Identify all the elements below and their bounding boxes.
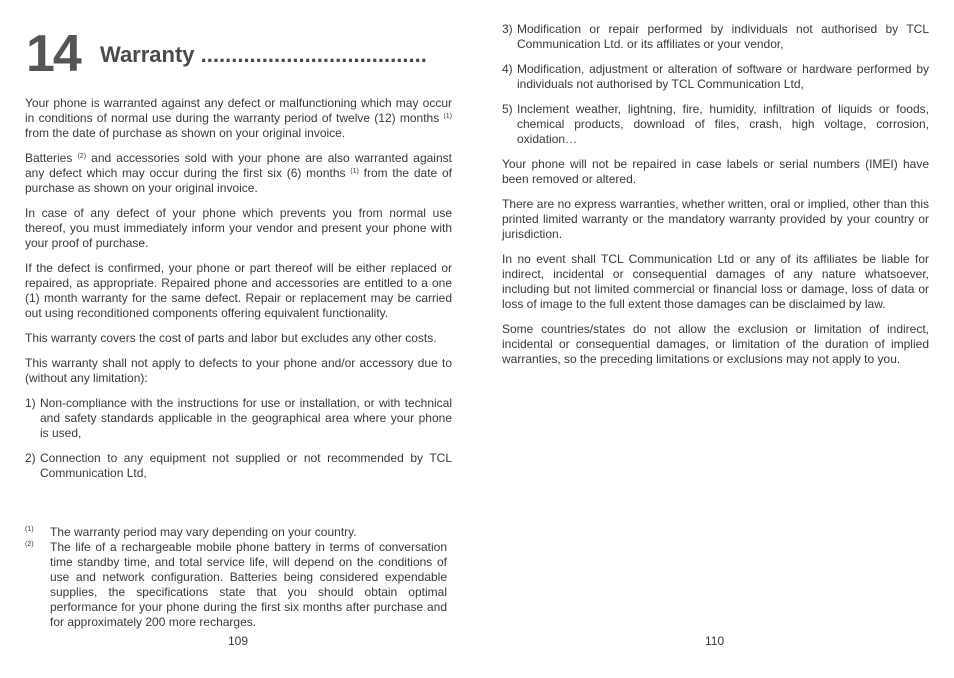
jurisdiction-paragraph: Some countries/states do not allow the exclusion or limitation of indirect, incidental or consequential damages, or limitation of the duration of implied warranties, so the preceding limitations or exclusions may not apply to you. bbox=[502, 322, 929, 366]
exclusion-list-item: 5) Inclement weather, lightning, fire, humidity, infiltration of liquids or foods, chemical products, download of files, crash, high voltage, corrosion, oxidation… bbox=[502, 102, 929, 146]
exclusion-list-item: 4) Modification, adjustment or alteration of software or hardware performed by individuals not authorised by TCL Communication Ltd, bbox=[502, 62, 929, 91]
left-body bbox=[25, 96, 452, 491]
footnotes bbox=[25, 525, 447, 630]
footnote: (2) The life of a rechargeable mobile phone battery in terms of conversation time standby time, and total service life, will depend on the conditions of use and network configuration. Batteries being considered expendable supplies, the specifications state that you should obtain optimal performance for your phone during the first six months after purchase and for approximately 200 more recharges. bbox=[25, 540, 447, 629]
warranty-paragraph-1: Your phone is warranted against any defect or malfunctioning which may occur in conditions of normal use during the warranty period of twelve (12) months $^{(1)}$ from the date of purchase as shown on your original invoice. bbox=[25, 96, 452, 140]
page-number: 110 bbox=[705, 634, 725, 648]
defect-paragraph: In case of any defect of your phone which prevents you from normal use thereof, you must immediately inform your vendor and present your phone with your proof of purchase. bbox=[25, 206, 452, 250]
footnote: (1) The warranty period may vary depending on your country. bbox=[25, 525, 357, 539]
repair-paragraph: If the defect is confirmed, your phone or part thereof will be either replaced or repaired, as appropriate. Repaired phone and accessories are entitled to a one (1) month warranty for the same defect. Repair or replacement may be carried out using reconditioned components offering equivalent functionality. bbox=[25, 261, 452, 320]
costs-paragraph: This warranty covers the cost of parts and labor but excludes any other costs. bbox=[25, 331, 437, 345]
exclusion-list-item: 3) Modification or repair performed by individuals not authorised by TCL Communication Ltd. or its affiliates or your vendor, bbox=[502, 22, 929, 51]
exclusions-intro-paragraph: This warranty shall not apply to defects to your phone and/or accessory due to (without any limitation): bbox=[25, 356, 452, 385]
right-body bbox=[502, 22, 929, 377]
footnote-ref: (1) bbox=[350, 168, 359, 175]
exclusion-list-item: 2) Connection to any equipment not supplied or not recommended by TCL Communication Ltd, bbox=[25, 451, 452, 480]
page-number: 109 bbox=[228, 634, 249, 648]
footnote-ref: (1) bbox=[443, 113, 452, 120]
chapter-title: Warranty ..................................... bbox=[100, 42, 427, 67]
batteries-paragraph: Batteries $^{(2)}$ and accessories sold with your phone are also warranted against any defect which may occur during the first six (6) months $^{(1)}$ from the date of purchase as shown on your original invoice. bbox=[25, 151, 452, 195]
chapter-number: 14 bbox=[26, 25, 80, 83]
right-page bbox=[477, 0, 954, 678]
imei-paragraph: Your phone will not be repaired in case labels or serial numbers (IMEI) have been removed or altered. bbox=[502, 157, 929, 186]
footnote-ref: (2) bbox=[77, 153, 87, 160]
express-warranties-paragraph: There are no express warranties, whether written, oral or implied, other than this printed limited warranty or the mandatory warranty provided by your country or jurisdiction. bbox=[502, 197, 929, 241]
liability-paragraph: In no event shall TCL Communication Ltd or any of its affiliates be liable for indirect, incidental or consequential damages of any nature whatsoever, including but not limited commercial or financial loss or damage, loss of data or loss of image to the full extent those damages can be disclaimed by law. bbox=[502, 252, 929, 311]
exclusion-list-item: 1) Non-compliance with the instructions for use or installation, or with technical and safety standards applicable in the geographical area where your phone is used, bbox=[25, 396, 452, 440]
